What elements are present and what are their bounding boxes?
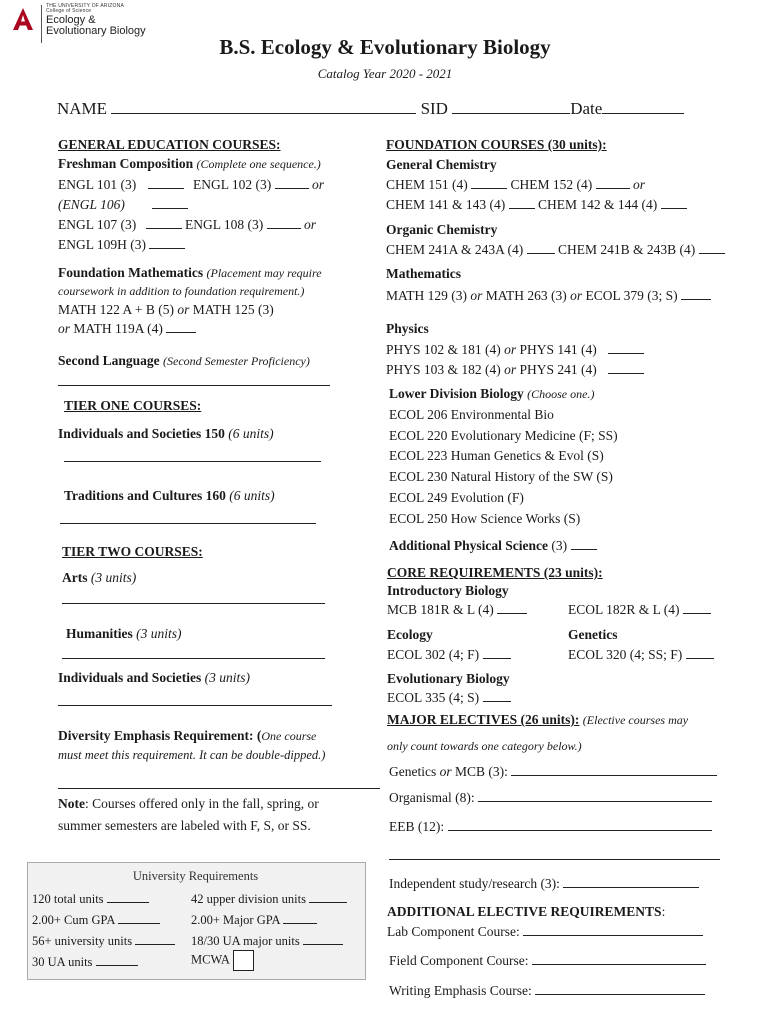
ecol320: ECOL 320 (4; SS; F) [568,647,683,662]
chem151: CHEM 151 (4) [386,177,468,192]
is150-units: (6 units) [228,426,274,441]
evo-bio-label: Evolutionary Biology [387,671,510,686]
or-text-2: or [303,217,316,232]
ecol335: ECOL 335 (4; S) [387,690,480,705]
tc160-line[interactable] [60,523,316,524]
ureq-total: 120 total units [32,892,104,906]
ecol302-row [387,646,511,663]
chem151-blank[interactable] [471,176,507,189]
name-label: NAME [57,99,108,118]
math-or-2: or [570,288,583,303]
field-field[interactable] [532,952,706,965]
is150-label: Individuals and Societies 150 [58,426,225,441]
arts-row [62,570,136,586]
ureq-cum-gpa: 2.00+ Cum GPA [32,913,115,927]
page-title: B.S. Ecology & Evolutionary Biology [219,35,551,59]
tier-one-heading: TIER ONE COURSES: [64,398,202,413]
ureq-mcwa: MCWA [191,952,230,967]
math-row [386,287,711,304]
ecology-label: Ecology [387,627,433,642]
engl106-blank[interactable] [152,196,188,209]
genetics-mcb-label: Genetics [389,764,437,779]
ecol182: ECOL 182R & L (4) [568,602,680,617]
is150-line[interactable] [64,461,321,462]
ureq-ua-major-blank[interactable] [303,932,343,945]
freshman-comp-label: Freshman Composition [58,156,194,171]
or-text-4: or [58,321,71,336]
math-blank[interactable] [166,320,196,333]
ureq-ua-major: 18/30 UA major units [191,934,300,948]
mcb181-row [387,601,527,618]
engl101-blank[interactable] [148,176,184,189]
note-text-2: summer semesters are labeled with F, S, or SS. [58,818,311,833]
chem142-blank[interactable] [661,196,687,209]
phys141: PHYS 141 (4) [519,342,597,357]
ureq-upper-blank[interactable] [309,890,347,903]
indep-field[interactable] [563,875,699,888]
ind-soc-label: Individuals and Societies [58,670,202,685]
ureq-ua-units: 30 UA units [32,955,93,969]
ecol182-row [568,601,711,618]
date-label: Date [570,99,603,118]
foundation-math-note-2: coursework in addition to foundation requirement.) [58,284,305,298]
chem152: CHEM 152 (4) [510,177,593,192]
ecol335-row [387,689,511,706]
note-label: Note [58,796,85,811]
date-field[interactable] [602,101,684,114]
ind-soc-row [58,670,250,686]
mcb181-blank[interactable] [497,601,527,614]
student-info-line [57,99,684,119]
ldb-course: ECOL 230 Natural History of the SW (S) [389,469,613,484]
engl107: ENGL 107 (3) [58,217,137,232]
engl-row-3 [58,216,316,233]
engl-row-2 [58,196,188,213]
name-field[interactable] [111,101,416,114]
sid-label: SID [420,99,448,118]
genetics-mcb-field[interactable] [511,763,717,776]
aps-blank[interactable] [571,537,597,550]
math129: MATH 129 (3) [386,288,467,303]
major-electives-row [387,712,688,728]
second-language-label: Second Language [58,353,160,368]
field-label: Field Component Course: [389,953,529,968]
university-name: THE UNIVERSITY OF ARIZONA [46,3,124,9]
second-language-line[interactable] [58,385,330,386]
phys-or-1: or [504,342,517,357]
freshman-comp-note: (Complete one sequence.) [196,157,321,171]
chem241a-blank[interactable] [527,241,555,254]
second-language-row [58,353,310,369]
university-requirements-title: University Requirements [132,869,259,883]
ecol320-row [568,646,714,663]
diversity-row [58,728,316,744]
second-language-note: (Second Semester Proficiency) [163,354,310,368]
engl101: ENGL 101 (3) [58,177,137,192]
ureq-cum-gpa-blank[interactable] [118,911,160,924]
diversity-line[interactable] [58,788,380,789]
writing-row [389,982,705,999]
diversity-label: Diversity Emphasis Requirement: ( [58,728,262,743]
note-text-1: : Courses offered only in the fall, spring, or [85,796,319,811]
department-logo [46,4,146,38]
engl108: ENGL 108 (3) [184,217,264,232]
ind-soc-line[interactable] [58,705,332,706]
ldb-course: ECOL 223 Human Genetics & Evol (S) [389,448,604,463]
ldb-course: ECOL 250 How Science Works (S) [389,511,581,526]
mcb181: MCB 181R & L (4) [387,602,494,617]
ureq-mcwa-row [191,950,254,971]
engl102-blank[interactable] [275,176,309,189]
math122: MATH 122 A + B (5) [58,302,174,317]
aps-units: (3) [551,538,568,553]
math263: MATH 263 (3) [485,288,567,303]
ureq-ua-row [32,953,138,970]
lab-label: Lab Component Course: [387,924,520,939]
tc160-units: (6 units) [229,488,275,503]
core-heading: CORE REQUIREMENTS (23 units): [387,565,603,580]
math-label: Mathematics [386,266,461,281]
ecol335-blank[interactable] [483,689,511,702]
organismal-field[interactable] [478,789,712,802]
ldb-row [389,386,594,402]
eeb-line-2[interactable] [389,859,720,860]
ureq-major-gpa: 2.00+ Major GPA [191,913,280,927]
major-electives-heading: MAJOR ELECTIVES (26 units): [387,712,580,727]
ureq-ua-blank[interactable] [96,953,138,966]
foundation-heading: FOUNDATION COURSES (30 units): [386,137,607,152]
diversity-note: One course [261,729,317,743]
eeb-field[interactable] [448,818,712,831]
additional-electives-row [387,904,665,920]
writing-label: Writing Emphasis Course: [389,983,532,998]
chem141-blank[interactable] [509,196,535,209]
indep-label: Independent study/research (3): [389,876,560,891]
foundation-math-label: Foundation Mathematics [58,265,204,280]
engl102: ENGL 102 (3) [192,177,272,192]
physics-label: Physics [386,321,429,336]
humanities-row [66,626,182,642]
ldb-course: ECOL 249 Evolution (F) [389,490,524,505]
math-or-1: or [470,288,483,303]
gen-ed-heading: GENERAL EDUCATION COURSES: [58,137,281,152]
chem152-blank[interactable] [596,176,630,189]
gen-chem-label: General Chemistry [386,157,497,172]
genetics-mcb-row [389,763,717,780]
engl109h-blank[interactable] [149,236,185,249]
organismal-row [389,789,712,806]
university-logo-icon [10,6,36,32]
phys102: PHYS 102 & 181 (4) [386,342,501,357]
lab-field[interactable] [523,923,703,936]
chem241b: CHEM 241B & 243B (4) [558,242,696,257]
genetics-mcb-label-2: MCB (3): [455,764,508,779]
org-chem-row [386,241,725,258]
sid-field[interactable] [452,101,570,114]
ldb-label: Lower Division Biology [389,386,524,401]
ldb-course: ECOL 206 Environmental Bio [389,407,554,422]
ureq-majorgpa-row [191,911,317,928]
major-electives-note: (Elective courses may [582,713,689,727]
phys141-blank[interactable] [608,341,644,354]
ureq-univ-blank[interactable] [135,932,175,945]
engl-row-1 [58,176,324,193]
ureq-total-blank[interactable] [107,890,149,903]
diversity-note-2: must meet this requirement. It can be double-dipped.) [58,748,326,762]
ecol320-blank[interactable] [686,646,714,659]
genetics-mcb-or: or [439,764,452,779]
ecol182-blank[interactable] [683,601,711,614]
note-line-1 [58,796,319,812]
mcwa-checkbox[interactable] [233,950,254,971]
eeb-row [389,818,712,835]
catalog-year: Catalog Year 2020 - 2021 [317,66,453,81]
ureq-univ-units: 56+ university units [32,934,133,948]
eeb-label: EEB (12): [389,819,445,834]
chem-row-2 [386,196,687,213]
ecol379: ECOL 379 (3; S) [585,288,678,303]
is150-row [58,426,274,442]
lab-row [387,923,703,940]
foundation-math-note: (Placement may require [206,266,322,280]
engl-row-4 [58,236,185,253]
ldb-note: (Choose one.) [527,387,595,401]
math-row-1 [58,302,274,318]
humanities-units: (3 units) [136,626,182,641]
aps-row [389,537,597,554]
chem241b-blank[interactable] [699,241,725,254]
tier-two-heading: TIER TWO COURSES: [62,544,203,559]
writing-field[interactable] [535,982,705,995]
intro-bio-label: Introductory Biology [387,583,509,598]
major-electives-note-2: only count towards one category below.) [387,739,582,753]
additional-electives-colon: : [661,904,666,919]
phys241-blank[interactable] [608,361,644,374]
chem141: CHEM 141 & 143 (4) [386,197,506,212]
engl106: (ENGL 106) [58,197,125,212]
ecol302-blank[interactable] [483,646,511,659]
ureq-major-gpa-blank[interactable] [283,911,317,924]
chem-or: or [633,177,646,192]
math-right-blank[interactable] [681,287,711,300]
math125: MATH 125 (3) [192,302,274,317]
engl109h: ENGL 109H (3) [58,237,146,252]
or-text: or [311,177,324,192]
indep-row [389,875,699,892]
freshman-comp-row [58,156,321,172]
college-name: College of Science [46,8,92,15]
aps-label: Additional Physical Science [389,538,549,553]
ureq-cumgpa-row [32,911,160,928]
arts-label: Arts [62,570,88,585]
organismal-label: Organismal (8): [389,790,475,805]
chem142: CHEM 142 & 144 (4) [538,197,658,212]
phys-or-2: or [504,362,517,377]
math-row-2 [58,320,196,337]
phys-row-2 [386,361,644,378]
phys103: PHYS 103 & 182 (4) [386,362,501,377]
tc160-label: Traditions and Cultures 160 [64,488,226,503]
math119a: MATH 119A (4) [73,321,163,336]
foundation-math-row [58,265,322,281]
ureq-upper: 42 upper division units [191,892,306,906]
ureq-upper-row [191,890,347,907]
org-chem-label: Organic Chemistry [386,222,498,237]
dept-line-1: Ecology & [46,13,96,26]
chem241a: CHEM 241A & 243A (4) [386,242,524,257]
or-text-3: or [177,302,190,317]
additional-electives-heading: ADDITIONAL ELECTIVE REQUIREMENTS [387,904,662,919]
humanities-line[interactable] [62,658,325,659]
field-row [389,952,706,969]
tc160-row [64,488,275,504]
genetics-label: Genetics [568,627,618,642]
engl107-blank[interactable] [146,216,182,229]
ind-soc-units: (3 units) [204,670,251,685]
ureq-univ-row [32,932,175,949]
ureq-total-row [32,890,149,907]
chem-row-1 [386,176,645,193]
ecol302: ECOL 302 (4; F) [387,647,480,662]
engl108-blank[interactable] [267,216,301,229]
arts-line[interactable] [62,603,325,604]
arts-units: (3 units) [90,570,137,585]
ldb-course: ECOL 220 Evolutionary Medicine (F; SS) [389,428,618,443]
humanities-label: Humanities [66,626,133,641]
phys-row-1 [386,341,644,358]
dept-line-2: Evolutionary Biology [46,25,146,38]
phys241: PHYS 241 (4) [519,362,597,377]
ureq-uamajor-row [191,932,343,949]
